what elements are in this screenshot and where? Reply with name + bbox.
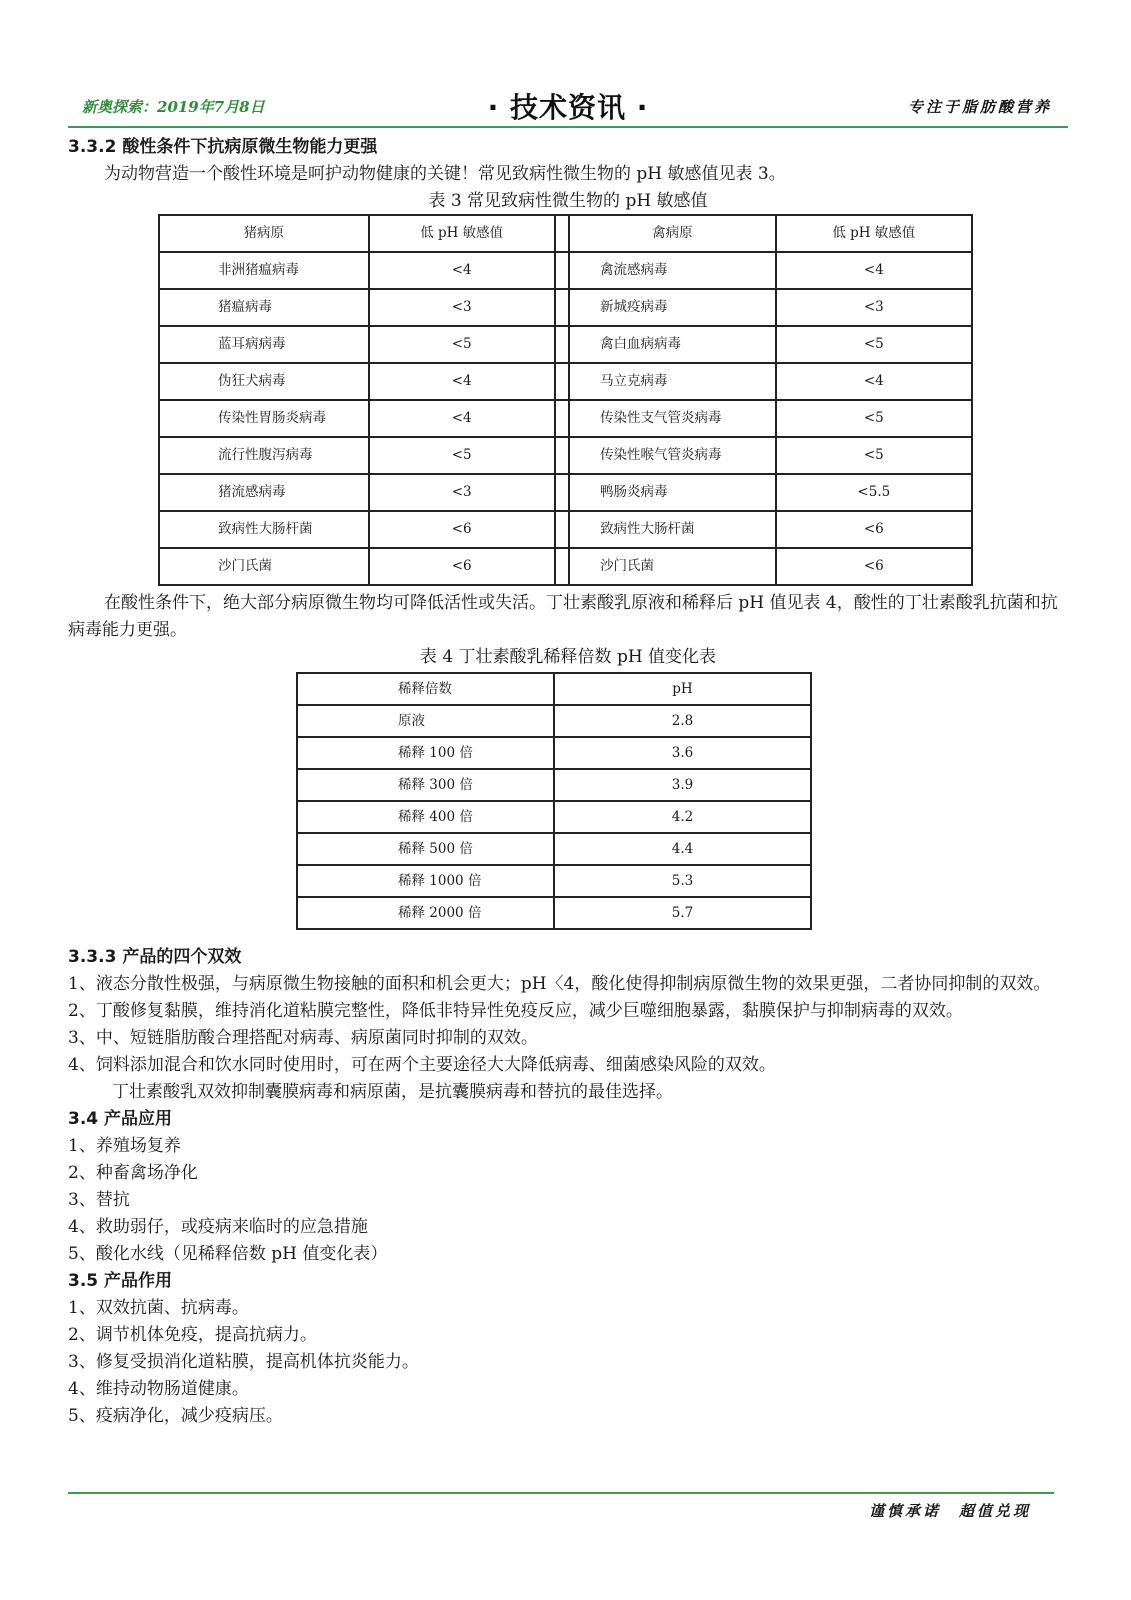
table3-row — [159, 474, 972, 511]
table3-header-cell: 低 pH 敏感值 — [369, 215, 555, 252]
table3-separator — [555, 289, 569, 326]
table3-cell: <6 — [776, 548, 972, 585]
table4-cell: 5.7 — [554, 897, 811, 929]
table3-separator — [555, 326, 569, 363]
table3-separator — [555, 511, 569, 548]
table4-cell: 5.3 — [554, 865, 811, 897]
section-34-title: 3.4 产品应用 — [68, 1109, 173, 1129]
table3-row — [159, 289, 972, 326]
header-title: · 技术资讯 · — [487, 91, 649, 124]
section-332-intro: 为动物营造一个酸性环境是呵护动物健康的关键！常见致病性微生物的 pH 敏感值见表 3。 — [104, 164, 786, 184]
table3-row — [159, 400, 972, 437]
table4-cell: 稀释 300 倍 — [297, 769, 554, 801]
list-item: 5、疫病净化，减少疫病压。 — [68, 1406, 283, 1426]
footer-slogan: 谨慎承诺 超值兑现 — [868, 1502, 1031, 1520]
table3-cell: 猪瘟病毒 — [159, 289, 369, 326]
table4-cell: 3.6 — [554, 737, 811, 769]
table3-cell: 猪流感病毒 — [159, 474, 369, 511]
table3-separator — [555, 215, 569, 252]
table3-cell: 致病性大肠杆菌 — [569, 511, 776, 548]
section-333-title: 3.3.3 产品的四个双效 — [68, 947, 242, 967]
list-item: 4、维持动物肠道健康。 — [68, 1379, 249, 1399]
table4-cell: 原液 — [297, 705, 554, 737]
list-item: 3、替抗 — [68, 1190, 130, 1210]
table4-cell: 3.9 — [554, 769, 811, 801]
table4 — [296, 672, 812, 930]
table3-cell: <5 — [776, 400, 972, 437]
section-333-summary: 丁壮素酸乳双效抑制囊膜病毒和病原菌，是抗囊膜病毒和替抗的最佳选择。 — [112, 1082, 673, 1102]
header-date: 新奥探索：2019年7月8日 — [82, 98, 265, 116]
list-item: 2、种畜禽场净化 — [68, 1163, 198, 1183]
table3-cell: <5 — [369, 437, 555, 474]
table3-row — [159, 363, 972, 400]
table4-cell: 稀释 400 倍 — [297, 801, 554, 833]
table3-separator — [555, 474, 569, 511]
table3-cell: 鸭肠炎病毒 — [569, 474, 776, 511]
table3-caption: 表 3 常见致病性微生物的 pH 敏感值 — [428, 191, 708, 211]
list-item: 2、丁酸修复黏膜，维持消化道粘膜完整性，降低非特异性免疫反应，减少巨噬细胞暴露，黏膜保护与抑制病毒的双效。 — [68, 1001, 963, 1021]
document-body — [68, 134, 1068, 1430]
table3-cell: 流行性腹泻病毒 — [159, 437, 369, 474]
table3-separator — [555, 548, 569, 585]
table3-cell: <5 — [369, 326, 555, 363]
table4-row — [297, 801, 811, 833]
table3-row — [159, 511, 972, 548]
header-tagline: 专注于脂肪酸营养 — [907, 98, 1052, 116]
table3-separator — [555, 363, 569, 400]
table3-cell: <4 — [776, 252, 972, 289]
table3-cell: 禽流感病毒 — [569, 252, 776, 289]
table3 — [158, 214, 973, 586]
table3-cell: <4 — [776, 363, 972, 400]
section-333-list — [68, 971, 1068, 1079]
table3-cell: <3 — [369, 289, 555, 326]
section-35-title: 3.5 产品作用 — [68, 1271, 173, 1291]
list-item: 5、酸化水线（见稀释倍数 pH 值变化表） — [68, 1244, 388, 1264]
table3-row — [159, 437, 972, 474]
table3-row — [159, 326, 972, 363]
table3-cell: 传染性支气管炎病毒 — [569, 400, 776, 437]
table3-cell: <5 — [776, 437, 972, 474]
table3-cell: <4 — [369, 363, 555, 400]
table4-header-row — [297, 673, 811, 705]
table3-cell: 致病性大肠杆菌 — [159, 511, 369, 548]
list-item: 2、调节机体免疫，提高抗病力。 — [68, 1325, 317, 1345]
table3-header-cell: 猪病原 — [159, 215, 369, 252]
table3-cell: 禽白血病病毒 — [569, 326, 776, 363]
table3-separator — [555, 252, 569, 289]
table3-cell: <6 — [369, 511, 555, 548]
table3-cell: 沙门氏菌 — [159, 548, 369, 585]
table3-cell: 传染性胃肠炎病毒 — [159, 400, 369, 437]
table3-cell: 传染性喉气管炎病毒 — [569, 437, 776, 474]
table4-caption: 表 4 丁壮素酸乳稀释倍数 pH 值变化表 — [419, 647, 717, 667]
table3-cell: <3 — [776, 289, 972, 326]
list-item: 1、双效抗菌、抗病毒。 — [68, 1298, 249, 1318]
list-item: 3、中、短链脂肪酸合理搭配对病毒、病原菌同时抑制的双效。 — [68, 1028, 538, 1048]
table3-cell: <5.5 — [776, 474, 972, 511]
table3-row — [159, 548, 972, 585]
list-item: 4、救助弱仔，或疫病来临时的应急措施 — [68, 1217, 368, 1237]
table4-row — [297, 897, 811, 929]
table4-cell: 4.4 — [554, 833, 811, 865]
table3-header-cell: 低 pH 敏感值 — [776, 215, 972, 252]
table3-cell: <3 — [369, 474, 555, 511]
table3-cell: 马立克病毒 — [569, 363, 776, 400]
table3-cell: <6 — [776, 511, 972, 548]
page-header — [68, 86, 1068, 126]
section-34-list — [68, 1133, 1068, 1268]
list-item: 1、液态分散性极强，与病原微生物接触的面积和机会更大；pH〈4，酸化使得抑制病原微生物的效果更强，二者协同抑制的双效。 — [68, 974, 1051, 994]
footer-divider — [68, 1492, 1054, 1494]
table3-cell: <4 — [369, 400, 555, 437]
table4-row — [297, 737, 811, 769]
table4-header-cell: pH — [554, 673, 811, 705]
table4-cell: 2.8 — [554, 705, 811, 737]
list-item: 1、养殖场复养 — [68, 1136, 181, 1156]
section-332-para2: 在酸性条件下，绝大部分病原微生物均可降低活性或失活。丁壮素酸乳原液和稀释后 pH 值见表 4，酸性的丁壮素酸乳抗菌和抗病毒能力更强。 — [68, 593, 1058, 640]
table4-row — [297, 769, 811, 801]
table3-cell: <4 — [369, 252, 555, 289]
table3-cell: 蓝耳病病毒 — [159, 326, 369, 363]
table4-cell: 稀释 500 倍 — [297, 833, 554, 865]
table3-cell: 非洲猪瘟病毒 — [159, 252, 369, 289]
section-332-title: 3.3.2 酸性条件下抗病原微生物能力更强 — [68, 137, 378, 157]
table3-header-row — [159, 215, 972, 252]
table3-separator — [555, 437, 569, 474]
header-divider — [68, 126, 1068, 128]
table3-cell: 伪狂犬病毒 — [159, 363, 369, 400]
table4-row — [297, 865, 811, 897]
table4-cell: 稀释 100 倍 — [297, 737, 554, 769]
section-35-list — [68, 1295, 1068, 1430]
table4-header-cell: 稀释倍数 — [297, 673, 554, 705]
table3-separator — [555, 400, 569, 437]
table3-row — [159, 252, 972, 289]
table3-cell: 新城疫病毒 — [569, 289, 776, 326]
table4-cell: 稀释 1000 倍 — [297, 865, 554, 897]
table4-row — [297, 705, 811, 737]
table4-cell: 稀释 2000 倍 — [297, 897, 554, 929]
table3-cell: 沙门氏菌 — [569, 548, 776, 585]
table3-header-cell: 禽病原 — [569, 215, 776, 252]
table3-cell: <6 — [369, 548, 555, 585]
table4-row — [297, 833, 811, 865]
table4-cell: 4.2 — [554, 801, 811, 833]
table3-cell: <5 — [776, 326, 972, 363]
list-item: 4、饲料添加混合和饮水同时使用时，可在两个主要途径大大降低病毒、细菌感染风险的双效。 — [68, 1055, 776, 1075]
list-item: 3、修复受损消化道粘膜，提高机体抗炎能力。 — [68, 1352, 419, 1372]
